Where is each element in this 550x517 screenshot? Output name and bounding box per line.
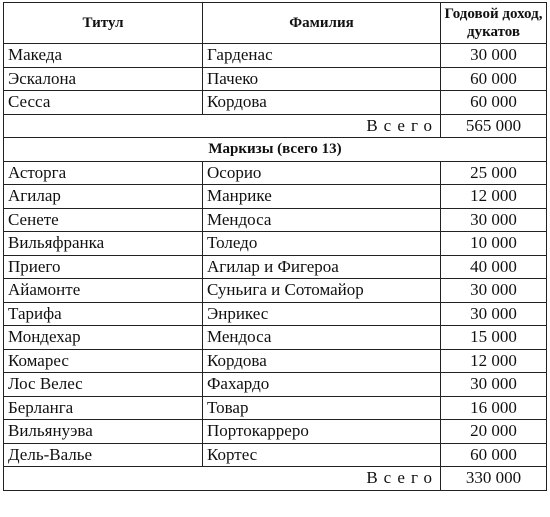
surname-cell: Энрикес: [203, 302, 441, 326]
total-value: 330 000: [441, 467, 547, 491]
surname-cell: Суньига и Сотомайор: [203, 279, 441, 303]
header-title: Титул: [4, 3, 203, 44]
income-cell: 10 000: [441, 232, 547, 256]
surname-cell: Пачеко: [203, 67, 441, 91]
surname-cell: Кордова: [203, 349, 441, 373]
title-cell: Приего: [4, 255, 203, 279]
income-cell: 30 000: [441, 302, 547, 326]
total-value: 565 000: [441, 114, 547, 138]
surname-cell: Товар: [203, 396, 441, 420]
income-cell: 60 000: [441, 67, 547, 91]
total-label: Всего: [4, 114, 441, 138]
income-cell: 12 000: [441, 185, 547, 209]
surname-cell: Кортес: [203, 443, 441, 467]
surname-cell: Манрике: [203, 185, 441, 209]
title-cell: Айамонте: [4, 279, 203, 303]
table-body: [4, 44, 547, 491]
title-cell: Агилар: [4, 185, 203, 209]
total-row: [4, 467, 547, 491]
title-cell: Эскалона: [4, 67, 203, 91]
income-cell: 20 000: [441, 420, 547, 444]
title-cell: Македа: [4, 44, 203, 68]
title-cell: Асторга: [4, 161, 203, 185]
table-row: [4, 161, 547, 185]
table-row: [4, 67, 547, 91]
table-row: [4, 326, 547, 350]
income-cell: 12 000: [441, 349, 547, 373]
header-surname: Фамилия: [203, 3, 441, 44]
income-cell: 30 000: [441, 279, 547, 303]
title-cell: Комарес: [4, 349, 203, 373]
title-cell: Берланга: [4, 396, 203, 420]
surname-cell: Кордова: [203, 91, 441, 115]
surname-cell: Осорио: [203, 161, 441, 185]
header-income: Годовой доход, дукатов: [441, 3, 547, 44]
surname-cell: Агилар и Фигероа: [203, 255, 441, 279]
income-cell: 30 000: [441, 208, 547, 232]
surname-cell: Толедо: [203, 232, 441, 256]
title-cell: Сенете: [4, 208, 203, 232]
table-row: [4, 279, 547, 303]
income-cell: 25 000: [441, 161, 547, 185]
surname-cell: Фахардо: [203, 373, 441, 397]
header-row: [4, 3, 547, 44]
table-row: [4, 185, 547, 209]
table-row: [4, 302, 547, 326]
title-cell: Мондехар: [4, 326, 203, 350]
table-row: [4, 44, 547, 68]
income-cell: 30 000: [441, 373, 547, 397]
table-row: [4, 232, 547, 256]
table-row: [4, 420, 547, 444]
income-cell: 40 000: [441, 255, 547, 279]
income-cell: 60 000: [441, 443, 547, 467]
total-label: Всего: [4, 467, 441, 491]
nobility-income-table-container: [3, 2, 546, 491]
table-row: [4, 373, 547, 397]
surname-cell: Портокарреро: [203, 420, 441, 444]
section-title: Маркизы (всего 13): [4, 138, 547, 162]
table-row: [4, 349, 547, 373]
surname-cell: Мендоса: [203, 208, 441, 232]
surname-cell: Гарденас: [203, 44, 441, 68]
table-row: [4, 255, 547, 279]
section-row: [4, 138, 547, 162]
table-row: [4, 208, 547, 232]
title-cell: Вильяфранка: [4, 232, 203, 256]
nobility-income-table: [3, 2, 547, 491]
title-cell: Сесса: [4, 91, 203, 115]
income-cell: 60 000: [441, 91, 547, 115]
income-cell: 16 000: [441, 396, 547, 420]
title-cell: Дель-Валье: [4, 443, 203, 467]
table-row: [4, 443, 547, 467]
income-cell: 30 000: [441, 44, 547, 68]
income-cell: 15 000: [441, 326, 547, 350]
total-row: [4, 114, 547, 138]
table-row: [4, 396, 547, 420]
title-cell: Лос Велес: [4, 373, 203, 397]
surname-cell: Мендоса: [203, 326, 441, 350]
title-cell: Вильянуэва: [4, 420, 203, 444]
title-cell: Тарифа: [4, 302, 203, 326]
table-row: [4, 91, 547, 115]
